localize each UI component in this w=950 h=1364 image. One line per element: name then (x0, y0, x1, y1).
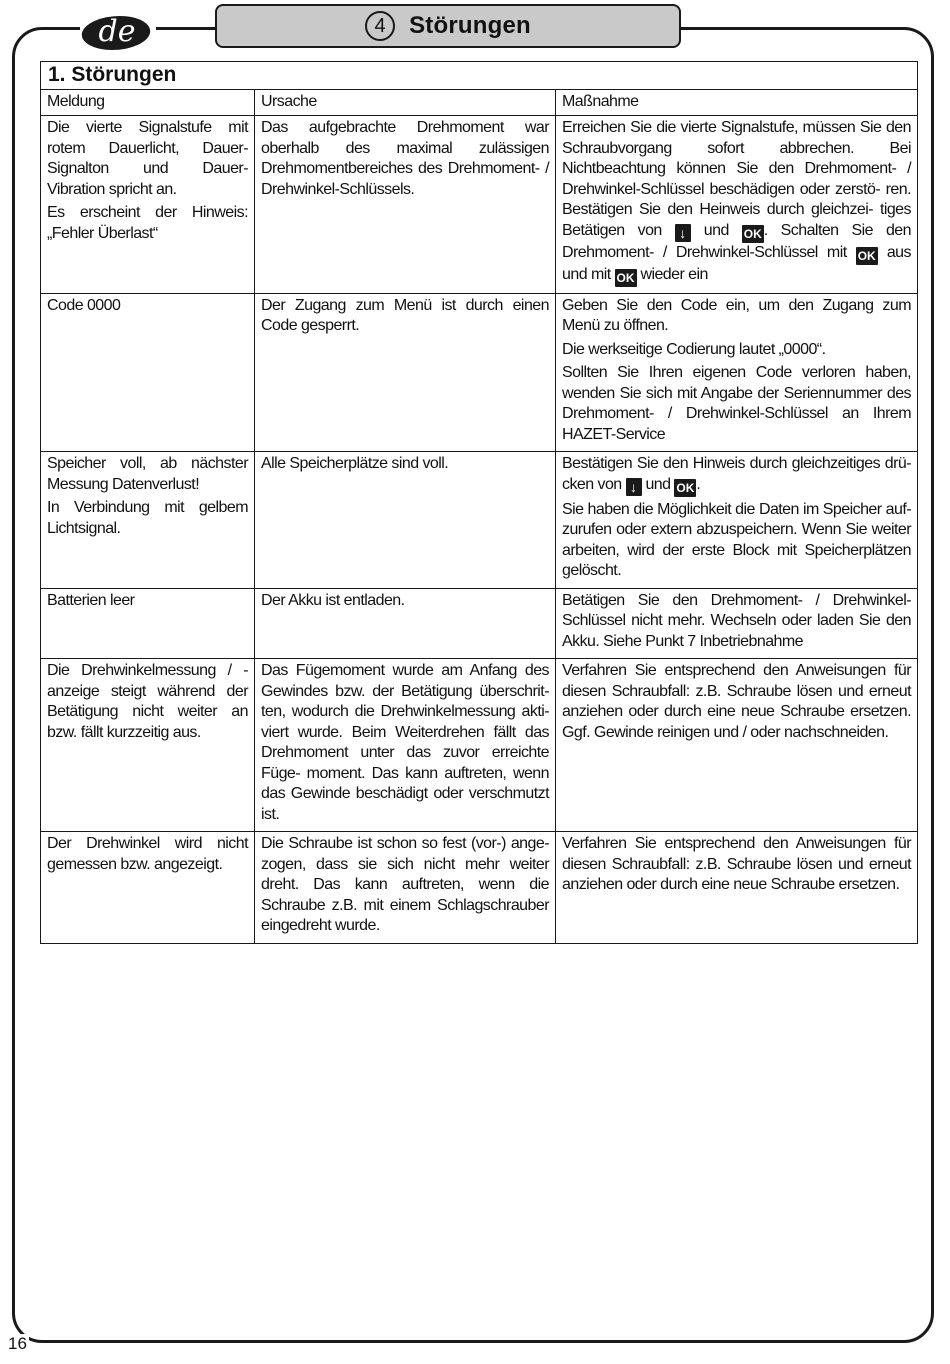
table-row (41, 832, 918, 944)
text-paragraph: Alle Speicherplätze sind voll. (261, 455, 449, 472)
text-paragraph (562, 118, 911, 287)
cell-ursache (255, 832, 556, 944)
cell-ursache (255, 452, 556, 589)
text-run: und (645, 475, 671, 493)
text-paragraph: Das aufgebrachte Drehmoment war oberhalb des maximal zulässigen Drehmomentbereiches des Drehmoment- / Drehwinkel-Schlüssels. (261, 119, 549, 198)
table-row (41, 588, 918, 659)
text-paragraph: Die Schraube ist schon so fest (vor-) ange- zogen, dass sie sich nicht mehr weiter dreht. Das kann auftreten, wenn die Schraube z.B. mit einem Schlagschrauber eingedreht wurde. (261, 835, 549, 934)
text-paragraph: Verfahren Sie entsprechend den Anweisungen für diesen Schraubfall: z.B. Schraube lösen und erneut anziehen oder durch eine neue Schraube ersetzen. (562, 835, 911, 893)
text-paragraph (562, 454, 911, 497)
cell-massnahme (556, 293, 918, 452)
chapter-number-circle: 4 (365, 11, 395, 41)
ok-key-icon: OK (676, 480, 695, 495)
ok-key-icon: OK (616, 270, 635, 285)
column-header-ursache: Ursache (255, 89, 556, 116)
table-row (41, 452, 918, 589)
cell-meldung (41, 588, 255, 659)
text-paragraph: Die vierte Signalstufe mit rotem Dauerlicht, Dauer- Signalton und Dauer- Vibration spricht an. (47, 119, 248, 198)
cell-massnahme (556, 116, 918, 294)
text-paragraph: Es erscheint der Hinweis: „Fehler Überlast“ (47, 204, 248, 242)
cell-meldung (41, 293, 255, 452)
text-paragraph: Der Akku ist entladen. (261, 591, 405, 609)
table-row (41, 116, 918, 294)
text-paragraph: Code 0000 (47, 296, 121, 314)
text-run: Erreichen Sie die vierte Signalstufe, müssen Sie den Schraubvorgang sofort abbrechen. Bei Nichtbeachtung können Sie den Drehmoment- / Drehwinkel-Schlüssel beschädigen oder zerstö- ren. Bestätigen Sie den Heinweis durch gleichzei- tiges Betätigen von (562, 119, 911, 239)
cell-ursache (255, 116, 556, 294)
table-row (41, 659, 918, 832)
text-run: und (703, 221, 729, 239)
cell-massnahme (556, 832, 918, 944)
text-run: aus und mit (562, 243, 911, 283)
ok-key-icon: OK (857, 248, 876, 263)
column-header-meldung: Meldung (41, 89, 255, 116)
arrow-down-key-icon: ↓ (675, 224, 691, 242)
ok-key-icon: OK (743, 226, 762, 241)
cell-massnahme (556, 659, 918, 832)
text-paragraph: Geben Sie den Code ein, um den Zugang zum Menü zu öffnen. (562, 296, 911, 334)
text-paragraph: Die Drehwinkelmessung / -anzeige steigt während der Betätigung nicht weiter an bzw. fällt kurzzeitig aus. (47, 662, 248, 741)
column-header-massnahme: Maßnahme (556, 89, 918, 116)
text-paragraph: Die werkseitige Codierung lautet „0000“. (562, 340, 826, 358)
chapter-title: Störungen (409, 12, 531, 39)
text-run: . (696, 475, 701, 493)
text-paragraph: Der Drehwinkel wird nicht gemessen bzw. angezeigt. (47, 835, 248, 873)
text-paragraph: Das Fügemoment wurde am Anfang des Gewindes bzw. der Betätigung überschrit- ten, wodurch die Drehwinkelmessung akti- viert wurde. Beim Weiterdrehen fällt das Drehmoment unter das zuvor erreichte Füge- moment. Das kann auftreten, wenn das Gewinde beschädigt oder verschmutzt ist. (261, 662, 549, 823)
chapter-header (215, 4, 681, 48)
text-paragraph: Betätigen Sie den Drehmoment- / Drehwinkel- Schlüssel nicht mehr. Wechseln oder laden Sie den Akku. Siehe Punkt 7 Inbetriebnahme (562, 591, 911, 650)
text-paragraph: Verfahren Sie entsprechend den Anweisungen für diesen Schraubfall: z.B. Schraube lösen und erneut anziehen oder durch eine neue Schraube ersetzen. Ggf. Gewinde reinigen und / oder nachschneiden. (562, 662, 911, 741)
fault-table (40, 61, 918, 944)
cell-ursache (255, 588, 556, 659)
language-code: de (98, 14, 136, 49)
cell-ursache (255, 293, 556, 452)
text-run: . Schalten Sie den Drehmoment- / Drehwinkel-Schlüssel mit (562, 221, 912, 261)
text-paragraph: Der Zugang zum Menü ist durch einen Code gesperrt. (261, 296, 549, 334)
arrow-down-key-icon: ↓ (626, 478, 642, 496)
language-badge (80, 14, 156, 54)
text-paragraph: Speicher voll, ab nächster Messung Datenverlust! (47, 455, 248, 493)
text-run: wieder ein (640, 265, 708, 283)
cell-meldung (41, 116, 255, 294)
cell-ursache (255, 659, 556, 832)
text-paragraph: Sollten Sie Ihren eigenen Code verloren haben, wenden Sie sich mit Angabe der Seriennummer des Drehmoment- / Drehwinkel-Schlüssel an Ihrem HAZET-Service (562, 364, 911, 443)
page-number: 16 (8, 1334, 27, 1353)
table-row (41, 293, 918, 452)
cell-massnahme (556, 452, 918, 589)
cell-meldung (41, 659, 255, 832)
cell-massnahme (556, 588, 918, 659)
text-paragraph: Sie haben die Möglichkeit die Daten im Speicher auf- zurufen oder extern abzuspeichern. Wenn Sie weiter arbeiten, wird der erste Block mit Speicherplätzen gelöscht. (562, 500, 911, 579)
text-paragraph: In Verbindung mit gelbem Lichtsignal. (47, 499, 248, 537)
cell-meldung (41, 452, 255, 589)
text-paragraph: Batterien leer (47, 591, 135, 609)
section-title: 1. Störungen (41, 62, 918, 90)
text-run: Bestätigen Sie den Hinweis durch gleichzeitiges drü- cken von (562, 455, 911, 493)
cell-meldung (41, 832, 255, 944)
